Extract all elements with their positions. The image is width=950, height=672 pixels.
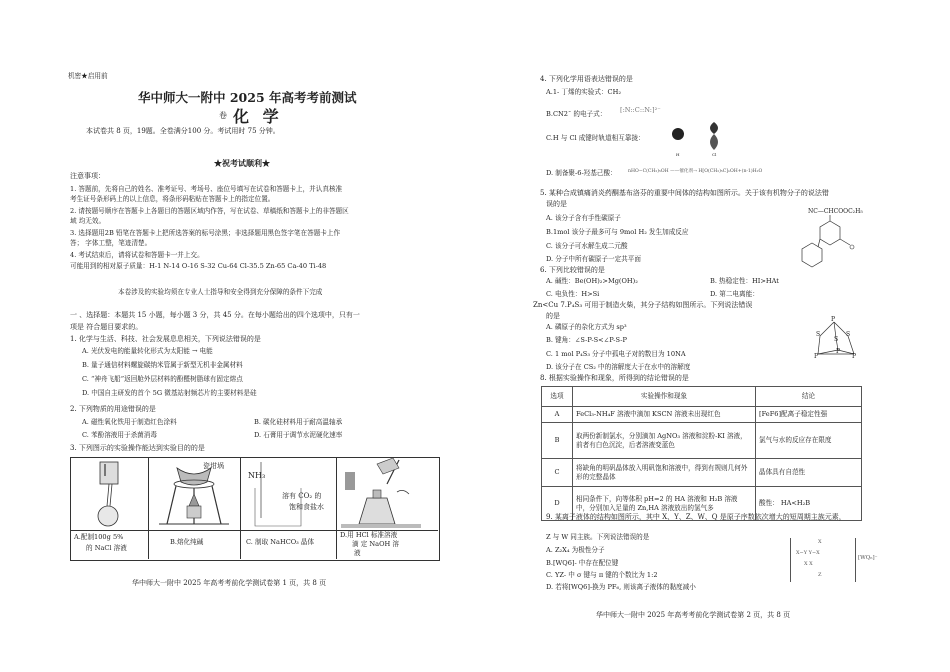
exam-meta: 本试卷共 8 页，19题。全卷满分100 分。考试用时 75 分钟。	[86, 127, 280, 135]
q3-caption-d2: 滴 定 NaOH 溶	[352, 540, 399, 548]
q8-stem: 8. 根据实验操作和现象，所得到的结论错误的是	[540, 374, 689, 382]
q3-caption-b: B.熔化纯碱	[170, 538, 204, 546]
struct-z: Z	[818, 572, 822, 578]
note-line: 1. 答题前，先将自己的姓名、准考证号、考场号、座位号填写在试卷和答题卡上，并认真核准	[70, 185, 343, 193]
q3-caption-a2: 的 NaCl 溶液	[86, 544, 127, 552]
q3-caption-d1: D.用 HCl 标准溶液	[340, 531, 398, 539]
page-footer-2: 华中师大一附中 2025 年高考考前化学测试卷第 2 页，共 8 页	[596, 611, 791, 619]
q8-row-d-operation: 相同条件下，向等体积 pH=2 的 HA 溶液和 H₂B 溶液 中，分别加入足量的 Zn,HA 溶液放出的氢气多	[573, 487, 756, 521]
wish-line: ★祝考试顺利★	[214, 158, 270, 168]
polymerization-equation: nHO−C(CH₂)₅OH ——催化剂→ H[O(CH₂)₅C]ₙOH+(n-1)H₂O	[628, 169, 763, 174]
q5-option-d: D. 分子中所有碳原子一定共平面	[546, 255, 641, 263]
q4-option-d: D. 制备聚-6-羟基己酸：	[546, 169, 617, 177]
note-line: 3. 选择题用2B 铅笔在答题卡上把所选答案的标号涂黑；非选择题用黑色签字笔在答题卡上作	[70, 229, 341, 237]
struct-row-2: X X	[804, 561, 813, 567]
q5-structure-label: NC—CHCOOC₂H₅	[808, 208, 863, 215]
crucible-tripod-diagram	[149, 458, 240, 530]
q8-row-b-conclusion: 氯气与水的反应存在限度	[756, 423, 862, 459]
q8-row-c-conclusion: 晶体具有自范性	[756, 459, 862, 487]
q4-option-a: A.1- 丁烯的实验式：CH₂	[546, 88, 621, 96]
label-crucible: 瓷坩埚	[203, 462, 224, 470]
q8-header-conclusion: 结论	[756, 387, 862, 407]
note-line: 域 均无效。	[70, 217, 106, 225]
note-line: 答； 字体工整，笔迹清楚。	[70, 239, 152, 247]
q8-row-c-operation: 将缺角的明矾晶体放入明矾饱和溶液中，得到有规则几何外形的完整晶体	[573, 459, 756, 487]
q1-option-d: D. 中国自主研发的首个 5G 微基站射频芯片的主要材料是硅	[82, 389, 257, 397]
wq6-anion-label: [WQ₆]⁻	[858, 555, 878, 561]
orbital-h-label: H	[676, 152, 680, 157]
q9-stem-2: Z 与 W 同主族。下列说法错误的是	[546, 533, 650, 541]
q4-option-c: C.H 与 Cl 成键时轨道相互靠拢：	[546, 134, 645, 142]
note-line: 2. 请按题号顺序在答题卡上各题目的答题区域内作答，写在试卷、草稿纸和答题卡上的非答题区	[70, 207, 349, 215]
note-line: 考生证号条形码上的以上信息，将条形码粘贴在答题卡上的指定位置。	[70, 195, 275, 203]
q1-option-a: A. 光伏发电的能量转化形式为太阳能 → 电能	[82, 347, 213, 355]
atomic-masses: 可能用到的相对原子质量：H-1 N-14 O-16 S-32 Cu-64 Cl-35.5 Zn-65 Ca-40 Ti-48	[70, 262, 327, 270]
atom-s-mid: S	[834, 336, 839, 343]
q9-stem: 9. 某离子液体的结构如图所示，其中 X、Y、Z、W、Q 是原子序数依次增大的短周期主族元素，	[546, 513, 846, 521]
subject-title: 化 学	[233, 107, 283, 126]
q4-option-b: B.CN2ˉ 的电子式：	[546, 110, 607, 118]
label-co2-2: 饱和食盐水	[289, 503, 324, 511]
q2-option-c: C. 苯酚溶液用于杀菌消毒	[82, 431, 157, 439]
struct-x-top: X	[818, 539, 822, 545]
q8-row-a-operation: FeCl₃-NH₄F 溶液中滴加 KSCN 溶液未出现红色	[573, 407, 756, 423]
atom-p-top: P	[831, 316, 836, 323]
q8-row-a-option: A	[542, 407, 573, 423]
q8-row-b-option: B	[542, 423, 573, 459]
q7-option-a: A. 磷原子的杂化方式为 sp³	[546, 323, 627, 331]
q2-stem: 2. 下列物质的用途错误的是	[70, 405, 156, 413]
volumetric-flask-diagram	[70, 458, 148, 530]
q8-row-c-option: C	[542, 459, 573, 487]
q8-row-d-conclusion: 酸性： HA<H₂B	[756, 487, 862, 521]
safety-note: 本卷涉及的实验均须在专业人士指导和安全得到充分保障的条件下完成	[118, 288, 323, 296]
label-co2-1: 溶有 CO₂ 的	[282, 492, 322, 500]
atom-s-left: S	[816, 331, 821, 338]
q6-option-c: C. 电负性：H>Si	[546, 290, 600, 298]
q1-stem: 1. 化学与生活、科技、社会发展息息相关，下列说法错误的是	[70, 335, 261, 343]
q3-stem: 3. 下列图示的实验操作能达到实验目的的是	[70, 444, 205, 452]
ketoprofen-intermediate-structure	[800, 215, 870, 269]
q6-stem: 6. 下列比较错误的是	[540, 266, 605, 274]
q8-header-operation: 实验操作和现象	[573, 387, 756, 407]
q9-option-b: B.[WQ6]- 中存在配位键	[546, 559, 619, 567]
secret-label: 机密★启用前	[68, 72, 108, 80]
q2-option-b: B. 碳化硅材料用于耐高温轴承	[254, 418, 343, 426]
q2-option-d: D. 石膏用于调节水泥硬化速率	[254, 431, 343, 439]
q9-option-c: C. YZ- 中 σ 键与 π 键的个数比为 1:2	[546, 571, 658, 579]
subject-prefix: 卷	[219, 111, 227, 120]
section-1-intro-2: 项是 符合题目要求的。	[70, 323, 143, 331]
q7-stem-2: 的是	[546, 312, 560, 320]
q7-option-c: C. 1 mol P₄S₃ 分子中孤电子对的数目为 10NA	[546, 350, 686, 358]
atom-s-right: S	[846, 331, 851, 338]
q5-option-c: C. 该分子可水解生成二元酸	[546, 242, 628, 250]
q9-option-d: D. 若将[WQ6]-换为 PF₆, 则该离子液体的黏度减小	[546, 583, 696, 591]
q8-row-a-conclusion: [FeF6]配离子稳定性强	[756, 407, 862, 423]
q8-row-b-operation: 取两份新制氯水，分别滴加 AgNO₃ 溶液和淀粉-KI 溶液，前者有白色沉淀，后者溶液变蓝色	[573, 423, 756, 459]
cn2-electron-formula: [:N::C::N:]²⁻	[620, 106, 661, 114]
q8-header-option: 选项	[542, 387, 573, 407]
q9-option-a: A. Z₂X₄ 为极性分子	[546, 546, 605, 554]
q3-caption-c: C. 制取 NaHCO₃ 晶体	[246, 538, 315, 546]
q7-stem: Zn<Cu 7.P₄S₃ 可用于制造火柴，其分子结构如图所示。下列说法错误	[533, 301, 753, 309]
q3-caption-a1: A.配制100g 5%	[74, 533, 124, 541]
q6-option-b: B. 热稳定性：HI>HAt	[710, 277, 779, 285]
q5-stem-2: 误的是	[546, 200, 567, 208]
q8-table	[541, 386, 862, 521]
label-nh3: NH₃	[248, 471, 266, 480]
q6-option-d: D. 第二电离能：	[710, 290, 759, 298]
exam-title: 华中师大一附中 2025 年高考考前测试	[138, 90, 357, 105]
q2-option-a: A. 磁性氧化铁用于制造红色涂料	[82, 418, 177, 426]
ionic-liquid-structure	[790, 538, 856, 582]
orbital-cl-label: Cl	[712, 152, 717, 157]
titration-diagram	[337, 458, 438, 530]
q1-option-c: C. “神舟飞船”返回舱外层材料的酚醛树脂球有固定熔点	[82, 375, 243, 383]
q4-stem: 4. 下列化学用语表达错误的是	[540, 75, 633, 83]
q1-option-b: B. 量子通信材料螺旋碳纳米管属于新型无机非金属材料	[82, 361, 243, 369]
q5-option-a: A. 该分子含有手性碳原子	[546, 214, 621, 222]
page-footer-1: 华中师大一附中 2025 年高考考前化学测试卷第 1 页，共 8 页	[132, 579, 327, 587]
q8-row-d-option: D	[542, 487, 573, 521]
q7-option-b: B. 键角：∠S-P-S<∠P-S-P	[546, 336, 627, 344]
q6-option-a: A. 碱性：Be(OH)₂>Mg(OH)₂	[546, 277, 638, 285]
atom-p-right: P	[852, 353, 857, 360]
note-line: 4. 考试结束后，请将试卷和答题卡一并上交。	[70, 251, 204, 259]
q5-option-b: B.1mol 该分子最多可与 9mol H₂ 发生加成反应	[546, 228, 689, 236]
atom-p-center: P	[836, 348, 841, 355]
struct-row-1: X−Y Y−X	[796, 550, 820, 556]
section-1-intro: 一 、选择题：本题共 15 小题，每小题 3 分，共 45 分。在每小题给出的四个选项中，只有一	[70, 311, 360, 319]
q5-stem: 5. 某种合成镇痛消炎药酮基布洛芬的重要中间体的结构如图所示。关于该有机物分子的说法错	[540, 189, 829, 197]
notes-title: 注意事项：	[70, 172, 105, 180]
q7-option-d: D. 该分子在 CS₂ 中的溶解度大于在水中的溶解度	[546, 363, 691, 371]
q3-caption-d3: 液	[354, 549, 361, 557]
atom-p-left: P	[814, 353, 819, 360]
